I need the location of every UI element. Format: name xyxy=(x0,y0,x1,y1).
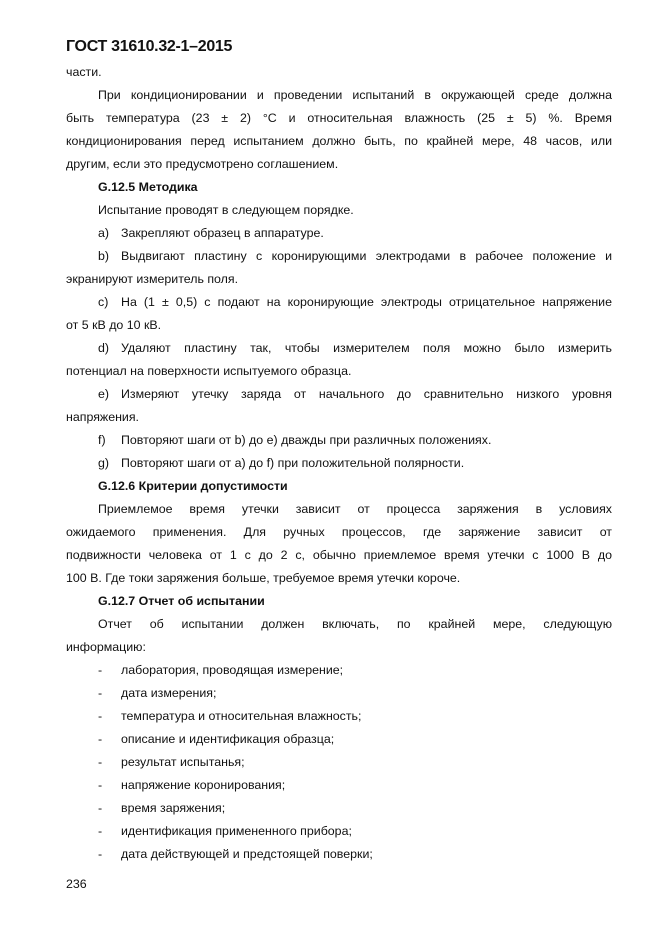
list-item-text: дата действующей и предстоящей поверки; xyxy=(121,847,373,861)
text-line: Испытание проводят в следующем порядке. xyxy=(98,203,354,217)
step-item xyxy=(66,291,612,314)
step-text: Выдвигают пластину с коронирующими электродами в рабочее положение и xyxy=(121,249,612,263)
dash-marker: - xyxy=(98,663,103,677)
step-marker: g) xyxy=(98,456,110,470)
step-item xyxy=(66,222,612,245)
text-line: быть температура (23 ± 2) °С и относительная влажность (25 ± 5) %. Время xyxy=(66,111,612,125)
page-number: 236 xyxy=(66,877,87,891)
text-line: экранируют измеритель поля. xyxy=(66,272,239,286)
text-line: Отчет об испытании должен включать, по крайней мере, следующую xyxy=(98,617,612,631)
step-marker: f) xyxy=(98,433,106,447)
list-item xyxy=(66,797,612,820)
list-item-text: описание и идентификация образца; xyxy=(121,732,335,746)
list-item xyxy=(66,682,612,705)
step-marker: a) xyxy=(98,226,110,240)
text-line: информацию: xyxy=(66,640,146,654)
step-text: На (1 ± 0,5) с подают на коронирующие электроды отрицательное напряжение xyxy=(121,295,612,309)
step-text: Измеряют утечку заряда от начального до сравнительно низкого уровня xyxy=(121,387,612,401)
text-line: При кондиционировании и проведении испытаний в окружающей среде должна xyxy=(98,88,612,102)
step-item xyxy=(66,245,612,268)
section-heading: G.12.5 Методика xyxy=(98,180,198,194)
text-line: напряжения. xyxy=(66,410,140,424)
text-line: ожидаемого применения. Для ручных процессов, где заряжение зависит от xyxy=(66,525,612,539)
list-item xyxy=(66,728,612,751)
dash-marker: - xyxy=(98,709,103,723)
step-text: Повторяют шаги от b) до e) дважды при различных положениях. xyxy=(121,433,492,447)
text-line: от 5 кВ до 10 кВ. xyxy=(66,318,162,332)
section-heading: G.12.6 Критерии допустимости xyxy=(98,479,288,493)
list-item-text: дата измерения; xyxy=(121,686,217,700)
list-item xyxy=(66,843,612,866)
list-item-text: идентификация примененного прибора; xyxy=(121,824,352,838)
step-item xyxy=(66,452,612,475)
list-item xyxy=(66,705,612,728)
dash-marker: - xyxy=(98,824,103,838)
text-line: Приемлемое время утечки зависит от процесса заряжения в условиях xyxy=(98,502,612,516)
text-line: части. xyxy=(66,65,102,79)
step-item xyxy=(66,383,612,406)
list-item-text: время заряжения; xyxy=(121,801,226,815)
step-marker: b) xyxy=(98,249,110,263)
text-line: 100 В. Где токи заряжения больше, требуемое время утечки короче. xyxy=(66,571,461,585)
dash-marker: - xyxy=(98,847,103,861)
text-line: потенциал на поверхности испытуемого образца. xyxy=(66,364,352,378)
document-body xyxy=(66,61,612,866)
step-item xyxy=(66,337,612,360)
dash-marker: - xyxy=(98,755,103,769)
step-text: Закрепляют образец в аппаратуре. xyxy=(121,226,324,240)
text-line: другим, если это предусмотрено соглашением. xyxy=(66,157,339,171)
dash-marker: - xyxy=(98,778,103,792)
document-header: ГОСТ 31610.32-1–2015 xyxy=(66,38,233,55)
dash-marker: - xyxy=(98,686,103,700)
text-line: подвижности человека от 1 с до 2 с, обычно приемлемое время утечки с 1000 В до xyxy=(66,548,612,562)
step-marker: e) xyxy=(98,387,110,401)
list-item-text: температура и относительная влажность; xyxy=(121,709,362,723)
list-item-text: лаборатория, проводящая измерение; xyxy=(121,663,344,677)
list-item xyxy=(66,751,612,774)
list-item-text: напряжение коронирования; xyxy=(121,778,286,792)
step-marker: d) xyxy=(98,341,110,355)
step-text: Удаляют пластину так, чтобы измерителем поля можно было измерить xyxy=(121,341,612,355)
dash-marker: - xyxy=(98,801,103,815)
dash-marker: - xyxy=(98,732,103,746)
list-item xyxy=(66,774,612,797)
list-item xyxy=(66,820,612,843)
step-marker: c) xyxy=(98,295,109,309)
step-text: Повторяют шаги от a) до f) при положительной полярности. xyxy=(121,456,465,470)
list-item-text: результат испытанья; xyxy=(121,755,245,769)
text-line: кондиционирования перед испытанием должно быть, по крайней мере, 48 часов, или xyxy=(66,134,612,148)
section-heading: G.12.7 Отчет об испытании xyxy=(98,594,265,608)
step-item xyxy=(66,429,612,452)
list-item xyxy=(66,659,612,682)
